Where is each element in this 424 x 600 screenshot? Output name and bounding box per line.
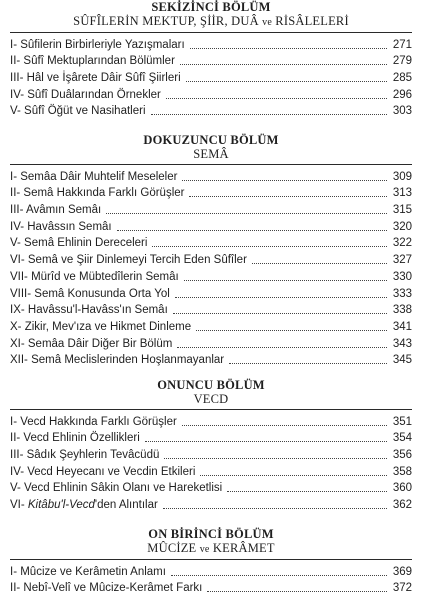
- entry-page: 372: [392, 582, 412, 595]
- entry-page: 279: [392, 55, 412, 68]
- section-subtitle: SEMÂ: [193, 147, 229, 161]
- entry-page: 351: [392, 415, 412, 428]
- divider: [10, 409, 412, 410]
- section-tenth: [10, 378, 412, 512]
- toc-entry[interactable]: [10, 234, 412, 251]
- entry-label: I- Semâa Dâir Muhtelif Meseleler: [10, 170, 178, 183]
- subtitle-part: ve: [199, 544, 210, 555]
- entry-page: 296: [392, 88, 412, 101]
- entry-page: 322: [392, 237, 412, 250]
- entry-page: 320: [392, 220, 412, 233]
- entry-label: III- Hâl ve İşârete Dâir Sûfî Şiirleri: [10, 72, 181, 85]
- subtitle-part: RİSÂLELERİ: [271, 14, 349, 28]
- entry-label: I- Mûcize ve Kerâmetin Anlamı: [10, 565, 166, 578]
- leader-dots: [171, 574, 387, 576]
- entry-label: II- Nebî-Velî ve Mûcize-Kerâmet Farkı: [10, 582, 203, 595]
- entry-list: [10, 412, 412, 512]
- entry-list: [10, 35, 412, 118]
- entry-label: V- Sûfî Öğüt ve Nasihatleri: [10, 105, 146, 118]
- entry-page: 315: [392, 204, 412, 217]
- toc-entry[interactable]: [10, 217, 412, 234]
- leader-dots: [186, 80, 387, 82]
- section-title: SEKİZİNCİ BÖLÜM: [151, 0, 271, 14]
- entry-label: III- Avâmın Semâı: [10, 204, 102, 217]
- toc-entry[interactable]: [10, 85, 412, 102]
- section-title: ON BİRİNCİ BÖLÜM: [148, 527, 274, 541]
- toc-entry[interactable]: [10, 284, 412, 301]
- section-eighth: [10, 0, 412, 118]
- entry-page: 343: [392, 337, 412, 350]
- entry-page: 271: [392, 38, 412, 51]
- subtitle-part: KERÂMET: [209, 541, 275, 555]
- section-heading: [10, 0, 412, 30]
- entry-page: 341: [392, 320, 412, 333]
- entry-page: 330: [392, 270, 412, 283]
- entry-label: II- Sûfî Mektuplarından Bölümler: [10, 55, 175, 68]
- entry-label: VI- Semâ ve Şiir Dinlemeyi Tercih Eden Sûfîler: [10, 254, 247, 267]
- section-heading: [10, 527, 412, 557]
- subtitle-part: SÛFÎLERİN MEKTUP, ŞİİR, DUÂ: [73, 14, 263, 28]
- divider: [10, 559, 412, 560]
- toc-entry[interactable]: [10, 102, 412, 119]
- entry-page: 338: [392, 304, 412, 317]
- leader-dots: [227, 490, 387, 492]
- leader-dots: [106, 212, 387, 214]
- entry-list: [10, 167, 412, 367]
- entry-label: I- Sûfilerin Birbirleriyle Yazışmaları: [10, 38, 185, 51]
- entry-label: VII- Mürîd ve Mübtedîlerin Semâı: [10, 270, 179, 283]
- leader-dots: [173, 312, 387, 314]
- toc-entry[interactable]: [10, 52, 412, 69]
- entry-page: 303: [392, 105, 412, 118]
- entry-label: III- Sâdık Şeyhlerin Tevâcüdü: [10, 449, 160, 462]
- toc-entry[interactable]: [10, 479, 412, 496]
- section-eleventh: [10, 527, 412, 595]
- toc-entry[interactable]: [10, 35, 412, 52]
- entry-label: I- Vecd Hakkında Farklı Görüşler: [10, 415, 177, 428]
- subtitle-part: ve: [262, 17, 272, 28]
- entry-label: V- Vecd Ehlinin Sâkin Olanı ve Hareketlisi: [10, 482, 223, 495]
- toc-entry[interactable]: [10, 317, 412, 334]
- entry-page: 333: [392, 287, 412, 300]
- entry-page: 362: [392, 499, 412, 512]
- toc-entry[interactable]: [10, 445, 412, 462]
- label-italic-title: Kitâbu'l-Vecd: [27, 499, 95, 512]
- entry-page: 327: [392, 254, 412, 267]
- toc-entry[interactable]: [10, 562, 412, 579]
- toc-entry[interactable]: [10, 68, 412, 85]
- leader-dots: [252, 262, 387, 264]
- section-title: DOKUZUNCU BÖLÜM: [143, 133, 279, 147]
- entry-list: [10, 562, 412, 595]
- divider: [10, 164, 412, 165]
- leader-dots: [151, 113, 387, 115]
- toc-entry[interactable]: [10, 267, 412, 284]
- entry-page: 360: [392, 482, 412, 495]
- toc-entry[interactable]: [10, 334, 412, 351]
- leader-dots: [145, 440, 387, 442]
- entry-label: IV- Sûfî Duâlarından Örnekler: [10, 88, 161, 101]
- entry-label: XII- Semâ Meclislerinden Hoşlanmayanlar: [10, 354, 225, 367]
- entry-page: 358: [392, 465, 412, 478]
- leader-dots: [184, 279, 387, 281]
- entry-label: VIII- Semâ Konusunda Orta Yol: [10, 287, 170, 300]
- leader-dots: [229, 362, 387, 364]
- leader-dots: [180, 63, 387, 65]
- leader-dots: [182, 179, 387, 181]
- entry-label: IV- Havâssın Semâı: [10, 220, 112, 233]
- section-subtitle: [10, 14, 412, 30]
- subtitle-part: MÛCİZE: [147, 541, 200, 555]
- toc-entry[interactable]: [10, 495, 412, 512]
- toc-entry[interactable]: [10, 429, 412, 446]
- toc-entry[interactable]: [10, 200, 412, 217]
- entry-page: 354: [392, 432, 412, 445]
- toc-entry[interactable]: [10, 250, 412, 267]
- leader-dots: [190, 47, 387, 49]
- section-subtitle: VECD: [193, 392, 229, 406]
- leader-dots: [207, 590, 387, 592]
- toc-entry[interactable]: [10, 462, 412, 479]
- section-heading: [10, 133, 412, 162]
- entry-page: 345: [392, 354, 412, 367]
- section-ninth: [10, 133, 412, 367]
- section-heading: [10, 378, 412, 407]
- entry-page: 285: [392, 72, 412, 85]
- label-prefix: VI-: [10, 499, 28, 512]
- entry-label: X- Zikir, Mev'ıza ve Hikmet Dinleme: [10, 320, 192, 333]
- label-suffix: 'den Alıntılar: [94, 499, 158, 512]
- leader-dots: [177, 346, 387, 348]
- section-title: ONUNCU BÖLÜM: [157, 378, 265, 392]
- entry-label: [10, 499, 160, 512]
- entry-label: IV- Vecd Heyecanı ve Vecdin Etkileri: [10, 465, 196, 478]
- entry-label: II- Vecd Ehlinin Özellikleri: [10, 432, 140, 445]
- toc-entry[interactable]: [10, 301, 412, 318]
- toc-entry[interactable]: [10, 184, 412, 201]
- leader-dots: [164, 457, 387, 459]
- leader-dots: [163, 507, 387, 509]
- entry-label: XI- Semâa Dâir Diğer Bir Bölüm: [10, 337, 173, 350]
- leader-dots: [175, 296, 387, 298]
- entry-page: 309: [392, 170, 412, 183]
- toc-entry[interactable]: [10, 351, 412, 368]
- toc-entry[interactable]: [10, 167, 412, 184]
- leader-dots: [182, 424, 387, 426]
- leader-dots: [166, 97, 387, 99]
- entry-label: IX- Havâssu'l-Havâss'ın Semâı: [10, 304, 168, 317]
- leader-dots: [196, 329, 387, 331]
- entry-page: 313: [392, 187, 412, 200]
- entry-label: V- Semâ Ehlinin Dereceleri: [10, 237, 148, 250]
- leader-dots: [117, 229, 387, 231]
- toc-entry[interactable]: [10, 579, 412, 596]
- divider: [10, 32, 412, 33]
- entry-page: 356: [392, 449, 412, 462]
- entry-label: II- Semâ Hakkında Farklı Görüşler: [10, 187, 185, 200]
- leader-dots: [152, 245, 387, 247]
- entry-page: 369: [392, 565, 412, 578]
- toc-entry[interactable]: [10, 412, 412, 429]
- leader-dots: [200, 474, 387, 476]
- section-subtitle: [10, 541, 412, 557]
- leader-dots: [189, 195, 387, 197]
